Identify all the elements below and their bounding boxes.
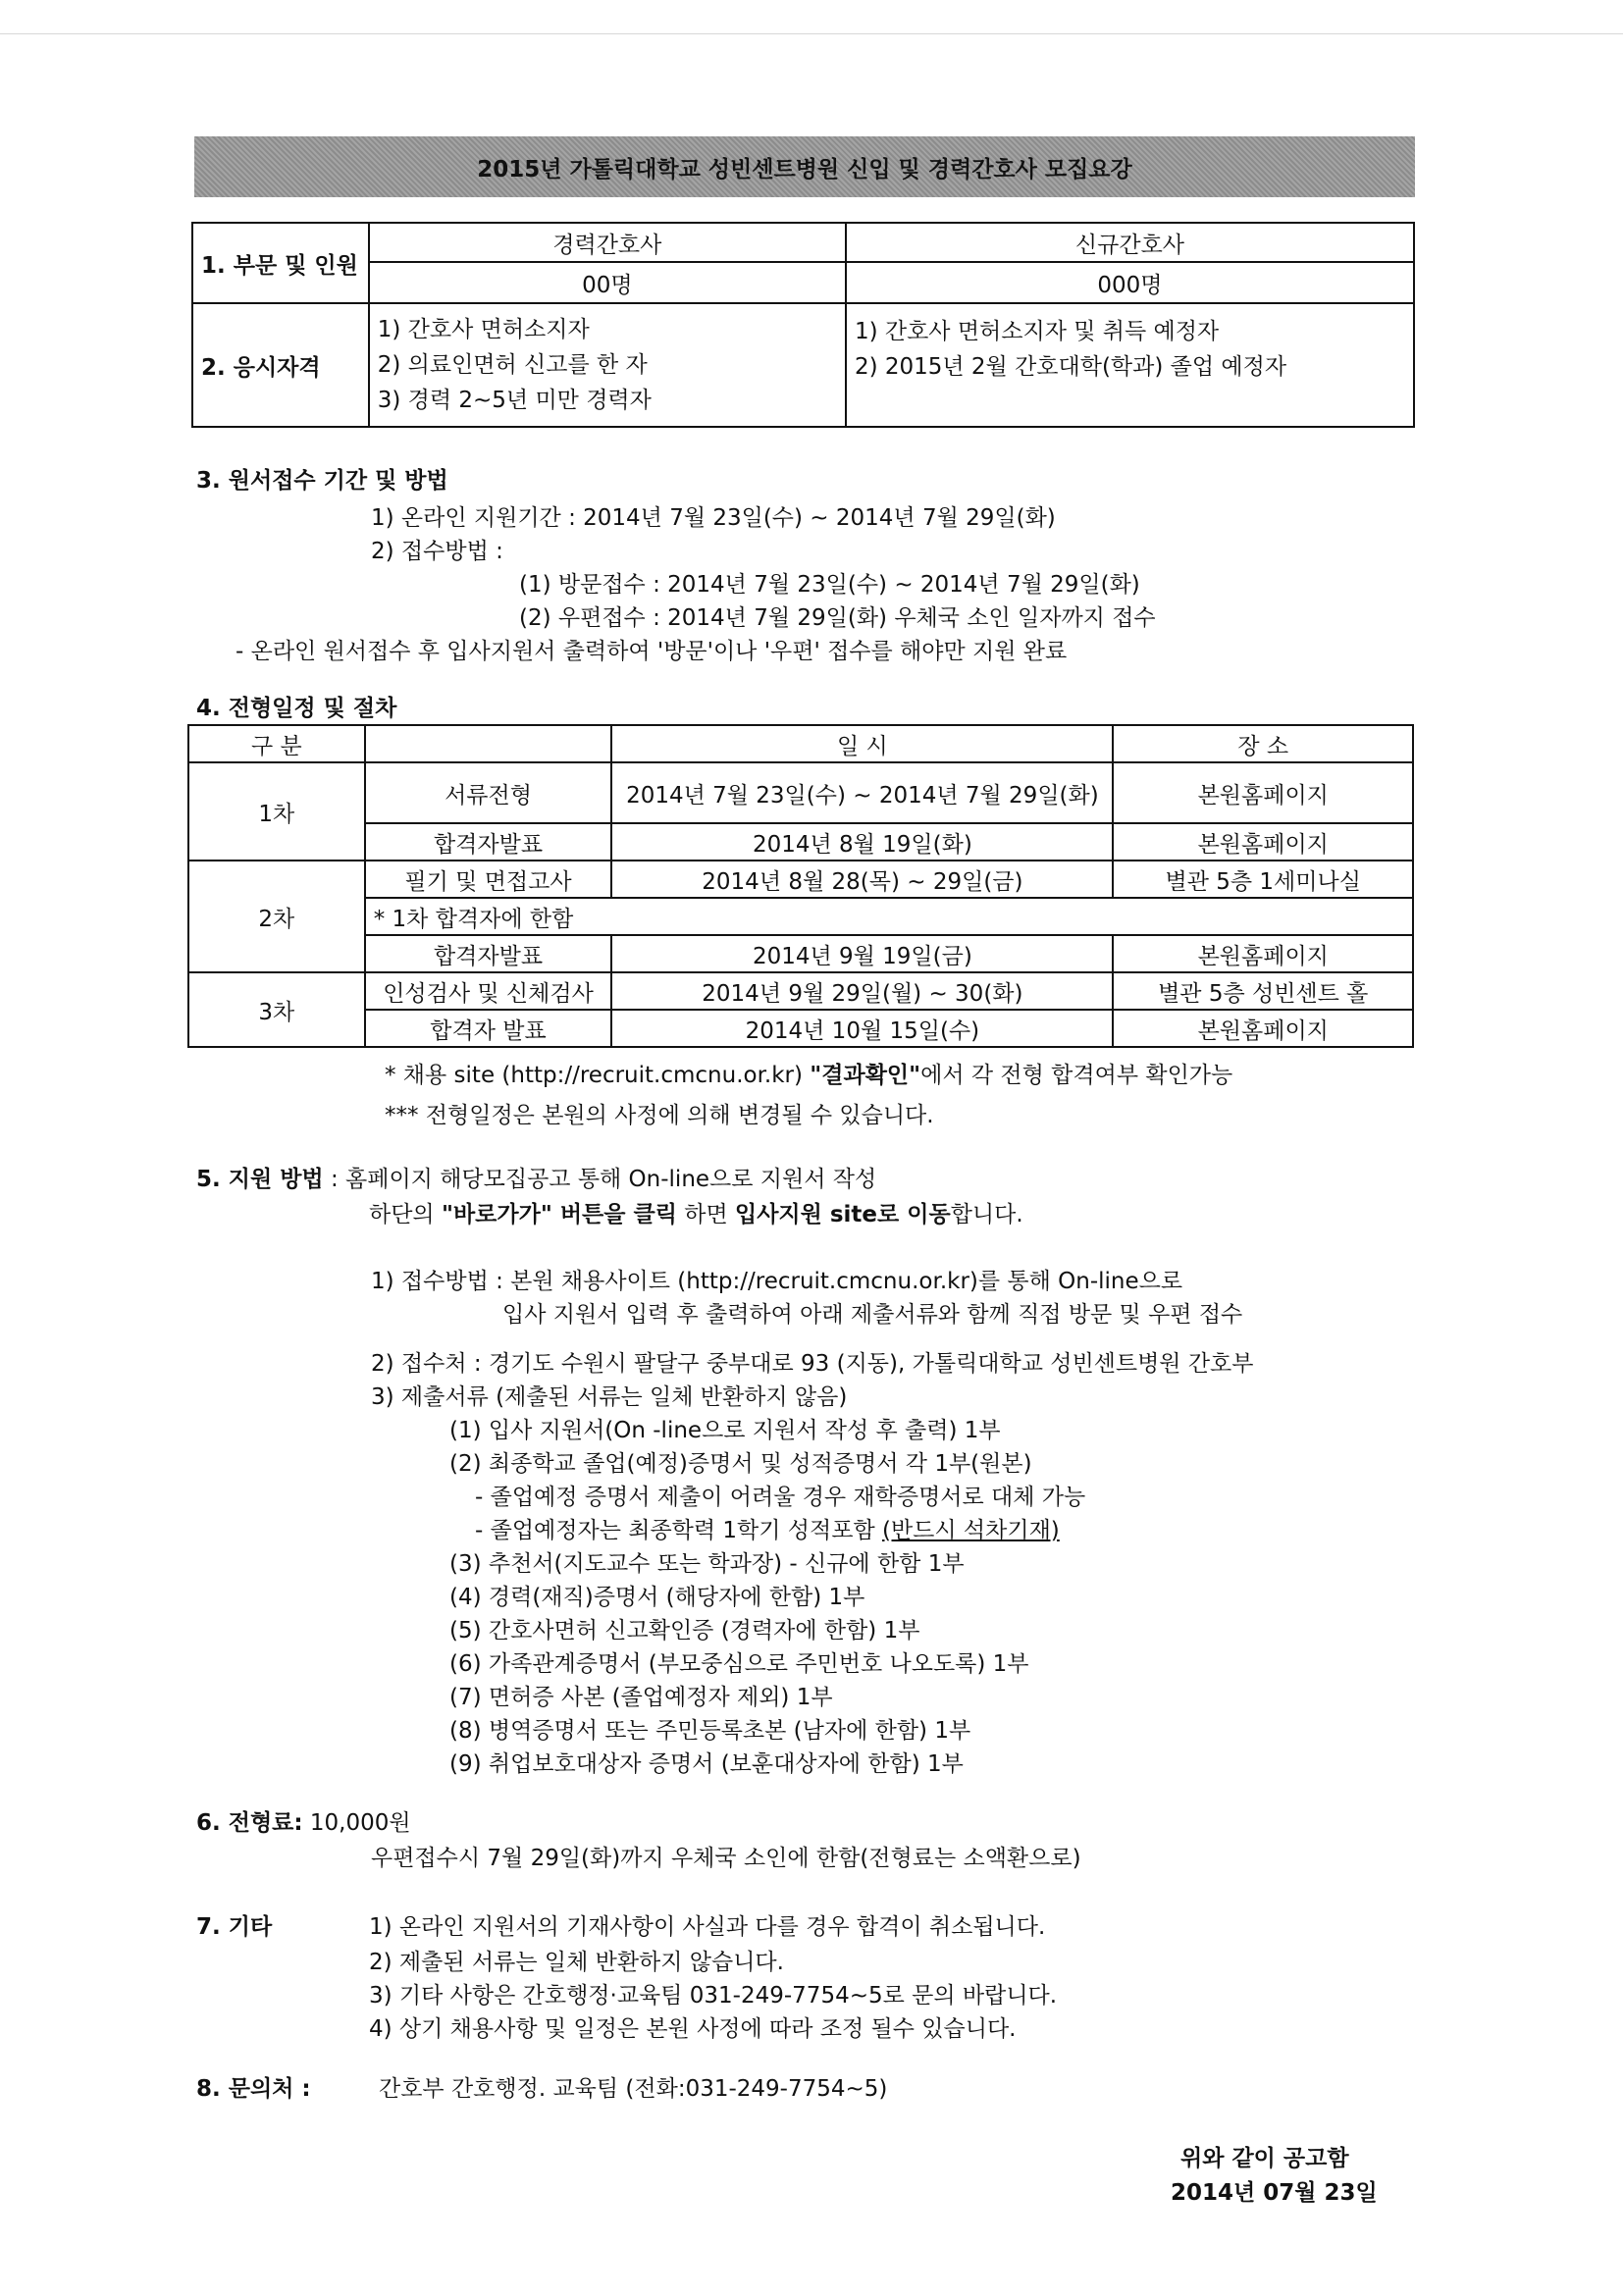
stage-date: 2014년 7월 23일(수) ~ 2014년 7월 29일(화) [611, 762, 1113, 823]
positions-qualifications-table [191, 222, 1415, 428]
section4-heading: 4. 전형일정 및 절차 [196, 696, 397, 721]
schedule-table [187, 724, 1414, 1048]
announcement-line: 위와 같이 공고함 [1180, 2146, 1349, 2171]
document-item: (8) 병역증명서 또는 주민등록초본 (남자에 한함) 1부 [449, 1718, 971, 1744]
document-subitem [475, 1512, 1060, 1544]
qualification-item: 3) 경력 2~5년 미만 경력자 [377, 388, 652, 413]
stage-place: 별관 5층 성빈센트 홀 [1113, 972, 1413, 1010]
stage-place: 본원홈페이지 [1113, 762, 1413, 823]
section5-heading-line [196, 1161, 876, 1193]
new-count: 000명 [846, 262, 1414, 303]
experienced-nurse-header: 경력간호사 [369, 223, 846, 262]
experienced-qualifications [369, 303, 846, 427]
etc-item: 3) 기타 사항은 간호행정·교육팀 031-249-7754~5로 문의 바랍니다. [369, 1983, 1058, 2009]
schedule-note-text: 에서 각 전형 합격여부 확인가능 [920, 1063, 1233, 1088]
schedule-change-note: *** 전형일정은 본원의 사정에 의해 변경될 수 있습니다. [385, 1103, 934, 1128]
document-item: (2) 최종학교 졸업(예정)증명서 및 성적증명서 각 1부(원본) [449, 1451, 1032, 1477]
document-item: (6) 가족관계증명서 (부모중심으로 주민번호 나오도록) 1부 [449, 1651, 1029, 1677]
stage-1-label: 1차 [188, 762, 365, 861]
experienced-count: 00명 [369, 262, 846, 303]
stage-place: 본원홈페이지 [1113, 823, 1413, 861]
section5-sub-text: 합니다. [950, 1202, 1023, 1227]
fee-note: 우편접수시 7월 29일(화)까지 우체국 소인에 한함(전형료는 소액환으로) [371, 1846, 1081, 1871]
schedule-header-division: 구 분 [188, 725, 365, 762]
schedule-note-site [385, 1057, 1232, 1089]
stage-item: 필기 및 면접고사 [365, 861, 612, 898]
contact-value: 간호부 간호행정. 교육팀 (전화:031-249-7754~5) [379, 2076, 888, 2102]
stage-2-note: * 1차 합격자에 한함 [365, 898, 1413, 935]
section3-line: (2) 우편접수 : 2014년 7월 29일(화) 우체국 소인 일자까지 접수 [519, 605, 1156, 631]
schedule-header-blank [365, 725, 612, 762]
document-item: (5) 간호사면허 신고확인증 (경력자에 한함) 1부 [449, 1618, 920, 1644]
qualification-item: 1) 간호사 면허소지자 및 취득 예정자 [854, 319, 1220, 344]
section7-heading: 7. 기타 [196, 1914, 273, 1940]
method-line: 입사 지원서 입력 후 출력하여 아래 제출서류와 함께 직접 방문 및 우편 접수 [502, 1302, 1243, 1328]
document-item: (9) 취업보호대상자 증명서 (보훈대상자에 한함) 1부 [449, 1751, 964, 1777]
section3-heading: 3. 원서접수 기간 및 방법 [196, 468, 448, 494]
section3-note: - 온라인 원서접수 후 입사지원서 출력하여 '방문'이나 '우편' 접수를 해야만 지원 완료 [236, 639, 1068, 664]
etc-item: 2) 제출된 서류는 일체 반환하지 않습니다. [369, 1950, 784, 1975]
document-item: (1) 입사 지원서(On -line으로 지원서 작성 후 출력) 1부 [449, 1418, 1001, 1443]
stage-place: 별관 5층 1세미나실 [1113, 861, 1413, 898]
stage-3-label: 3차 [188, 972, 365, 1047]
rank-required-text: (반드시 석차기재) [881, 1518, 1060, 1543]
qualification-item: 1) 간호사 면허소지자 [377, 317, 590, 342]
qualification-item: 2) 2015년 2월 간호대학(학과) 졸업 예정자 [854, 354, 1287, 380]
announcement-date: 2014년 07월 23일 [1171, 2180, 1378, 2206]
section3-line: 2) 접수방법 : [371, 539, 503, 564]
stage-date: 2014년 9월 29일(월) ~ 30(화) [611, 972, 1113, 1010]
apply-site-text: 입사지원 site로 이동 [734, 1202, 951, 1227]
stage-date: 2014년 10월 15일(수) [611, 1010, 1113, 1047]
section5-heading: 5. 지원 방법 [196, 1167, 324, 1192]
document-subitem: - 졸업예정 증명서 제출이 어려울 경우 재학증명서로 대체 가능 [475, 1485, 1086, 1510]
stage-date: 2014년 8월 19일(화) [611, 823, 1113, 861]
section5-sub-text: 하단의 [369, 1202, 442, 1227]
section1-label: 1. 부문 및 인원 [192, 223, 369, 303]
receipt-place-line: 2) 접수처 : 경기도 수원시 팔달구 중부대로 93 (지동), 가톨릭대학교 성빈센트병원 간호부 [371, 1351, 1254, 1377]
stage-place: 본원홈페이지 [1113, 1010, 1413, 1047]
documents-heading: 3) 제출서류 (제출된 서류는 일체 반환하지 않음) [371, 1384, 848, 1410]
section2-label: 2. 응시자격 [192, 303, 369, 427]
fee-value: 10,000원 [302, 1810, 411, 1836]
result-check-text: "결과확인" [810, 1063, 921, 1088]
section3-line: 1) 온라인 지원기간 : 2014년 7월 23일(수) ~ 2014년 7월 29일(화) [371, 505, 1056, 531]
document-title-text: 2015년 가톨릭대학교 성빈센트병원 신입 및 경력간호사 모집요강 [477, 156, 1132, 183]
schedule-note-text: * 채용 site (http://recruit.cmcnu.or.kr) [385, 1063, 811, 1088]
stage-2-label: 2차 [188, 861, 365, 972]
document-item: (7) 면허증 사본 (졸업예정자 제외) 1부 [449, 1685, 833, 1710]
section6-heading: 6. 전형료: [196, 1810, 303, 1836]
stage-item: 인성검사 및 신체검사 [365, 972, 612, 1010]
schedule-header-date: 일 시 [611, 725, 1113, 762]
schedule-header-place: 장 소 [1113, 725, 1413, 762]
qualification-item: 2) 의료인면허 신고를 한 자 [377, 352, 648, 378]
section5-subline [369, 1196, 1023, 1228]
section3-line: (1) 방문접수 : 2014년 7월 23일(수) ~ 2014년 7월 29일(화) [519, 572, 1140, 598]
document-subitem-text: - 졸업예정자는 최종학력 1학기 성적포함 [475, 1518, 882, 1543]
etc-item: 1) 온라인 지원서의 기재사항이 사실과 다를 경우 합격이 취소됩니다. [369, 1914, 1046, 1940]
etc-item: 4) 상기 채용사항 및 일정은 본원 사정에 따라 조정 될수 있습니다. [369, 2016, 1017, 2042]
shortcut-button-text: "바로가가" 버튼을 클릭 [441, 1202, 677, 1227]
stage-date: 2014년 9월 19일(금) [611, 935, 1113, 972]
stage-item: 서류전형 [365, 762, 612, 823]
stage-item: 합격자 발표 [365, 1010, 612, 1047]
section6-line [196, 1804, 411, 1837]
stage-item: 합격자발표 [365, 823, 612, 861]
stage-date: 2014년 8월 28(목) ~ 29일(금) [611, 861, 1113, 898]
document-item: (4) 경력(재직)증명서 (해당자에 한함) 1부 [449, 1585, 865, 1610]
section5-heading-rest: : 홈페이지 해당모집공고 통해 On-line으로 지원서 작성 [323, 1167, 877, 1192]
document-title [194, 136, 1415, 197]
stage-item: 합격자발표 [365, 935, 612, 972]
new-nurse-header: 신규간호사 [846, 223, 1414, 262]
stage-place: 본원홈페이지 [1113, 935, 1413, 972]
document-item: (3) 추천서(지도교수 또는 학과장) - 신규에 한함 1부 [449, 1551, 965, 1577]
section5-sub-text: 하면 [676, 1202, 735, 1227]
method-line: 1) 접수방법 : 본원 채용사이트 (http://recruit.cmcnu.or.kr)를 통해 On-line으로 [371, 1269, 1183, 1294]
section8-heading: 8. 문의처 : [196, 2076, 311, 2102]
new-qualifications [846, 303, 1414, 427]
scan-edge-line [0, 33, 1623, 34]
